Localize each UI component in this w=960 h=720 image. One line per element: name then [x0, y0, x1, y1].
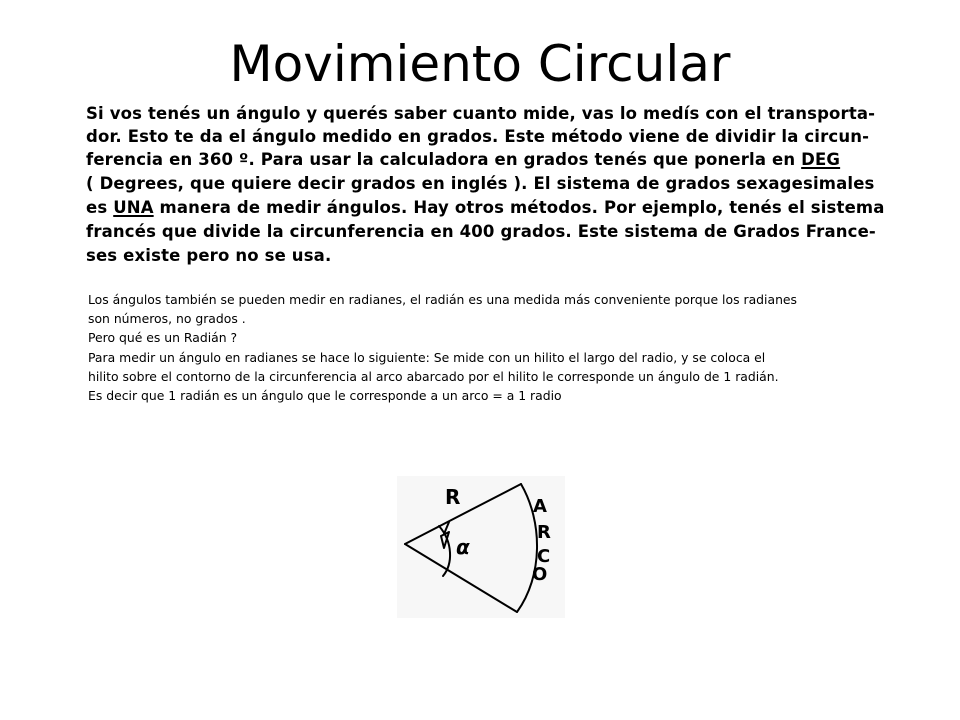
body-line: Para medir un ángulo en radianes se hace lo siguiente: Se mide con un hilito el largo del radio, y se coloca el — [88, 349, 766, 365]
arc-letter-r: R — [537, 522, 551, 543]
body-line: Los ángulos también se pueden medir en radianes, el radián es una medida más conveniente porque los radianes — [88, 292, 797, 307]
scanned-line — [86, 196, 885, 220]
radius-label: R — [445, 485, 461, 509]
body-line: Es decir que 1 radián es un ángulo que le corresponde a un arco = a 1 radio — [88, 388, 562, 404]
scanned-line — [86, 148, 840, 172]
scanned-line-text: manera de medir ángulos. Hay otros métodos. Por ejemplo, tenés el sistema — [153, 198, 885, 217]
scanned-line-text: ferencia en 360 º. Para usar la calculadora en grados tenés que ponerla en — [86, 150, 802, 169]
scanned-line-text: es — [86, 198, 114, 217]
scanned-line: dor. Esto te da el ángulo medido en grados. Este método viene de dividir la circun- — [86, 127, 870, 146]
scanned-paragraph — [86, 102, 885, 270]
scanned-line: Si vos tenés un ángulo y querés saber cuanto mide, vas lo medís con el transporta- — [86, 104, 876, 123]
body-line: hilito sobre el contorno de la circunferencia al arco abarcado por el hilito le corresponde un ángulo de 1 radián. — [88, 368, 779, 384]
radian-sector-diagram — [397, 476, 565, 618]
arc-letter-a: A — [533, 496, 547, 517]
una-underlined-word: UNA — [113, 198, 154, 217]
scanned-line: ses existe pero no se usa. — [86, 246, 332, 265]
scanned-line: ( Degrees, que quiere decir grados en inglés ). El sistema de grados sexagesimales — [86, 174, 875, 193]
radian-explanation — [88, 290, 848, 405]
body-line: son números, no grados . — [88, 311, 246, 327]
slide-title: Movimiento Circular — [229, 35, 731, 93]
scanned-line: francés que divide la circunferencia en 400 grados. Este sistema de Grados France- — [86, 222, 876, 241]
arc-letter-o: O — [532, 564, 548, 585]
deg-underlined-word: DEG — [801, 150, 841, 169]
arc-letter-c: C — [537, 546, 551, 567]
angle-label: α — [456, 535, 470, 559]
body-line: Pero qué es un Radián ? — [88, 330, 238, 346]
